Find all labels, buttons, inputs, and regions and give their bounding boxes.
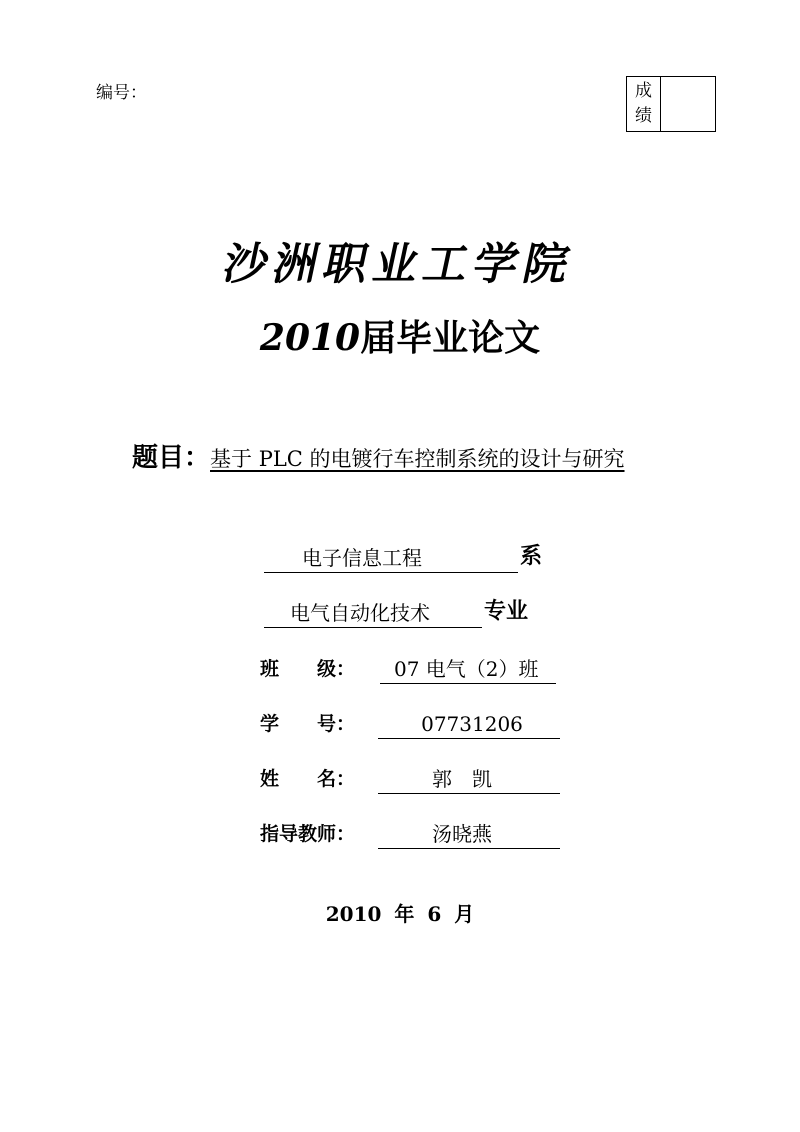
student-id-field: 07731206 [378, 710, 560, 739]
thesis-label: 届毕业论文 [360, 317, 541, 359]
advisor-field: 汤晓燕 [378, 820, 560, 849]
major-suffix: 专业 [484, 599, 529, 624]
topic-text: 基于 PLC 的电镀行车控制系统的设计与研究 [210, 447, 625, 471]
thesis-title [0, 310, 800, 361]
student-id-label: 学 号： [260, 713, 356, 735]
department-field: 电子信息工程 [264, 544, 518, 573]
grade-box [626, 76, 716, 132]
student-name-field: 郭 凯 [378, 765, 560, 794]
thesis-date: 2010 年 6 月 [325, 902, 475, 926]
class-label: 班 级： [260, 658, 356, 680]
student-name-label: 姓 名： [260, 768, 356, 790]
department-suffix: 系 [520, 544, 543, 569]
serial-number-label: 编号： [96, 83, 147, 103]
topic-row [132, 437, 625, 474]
graduation-year: 2010 [259, 317, 361, 359]
grade-value [662, 77, 715, 131]
class-field: 07 电气（2）班 [380, 655, 556, 684]
major-field: 电气自动化技术 [264, 599, 482, 628]
topic-label: 题目： [132, 443, 211, 473]
advisor-label: 指导教师： [260, 823, 356, 845]
school-name: 沙洲职业工学院 [218, 239, 580, 290]
grade-label: 成绩 [627, 77, 661, 131]
